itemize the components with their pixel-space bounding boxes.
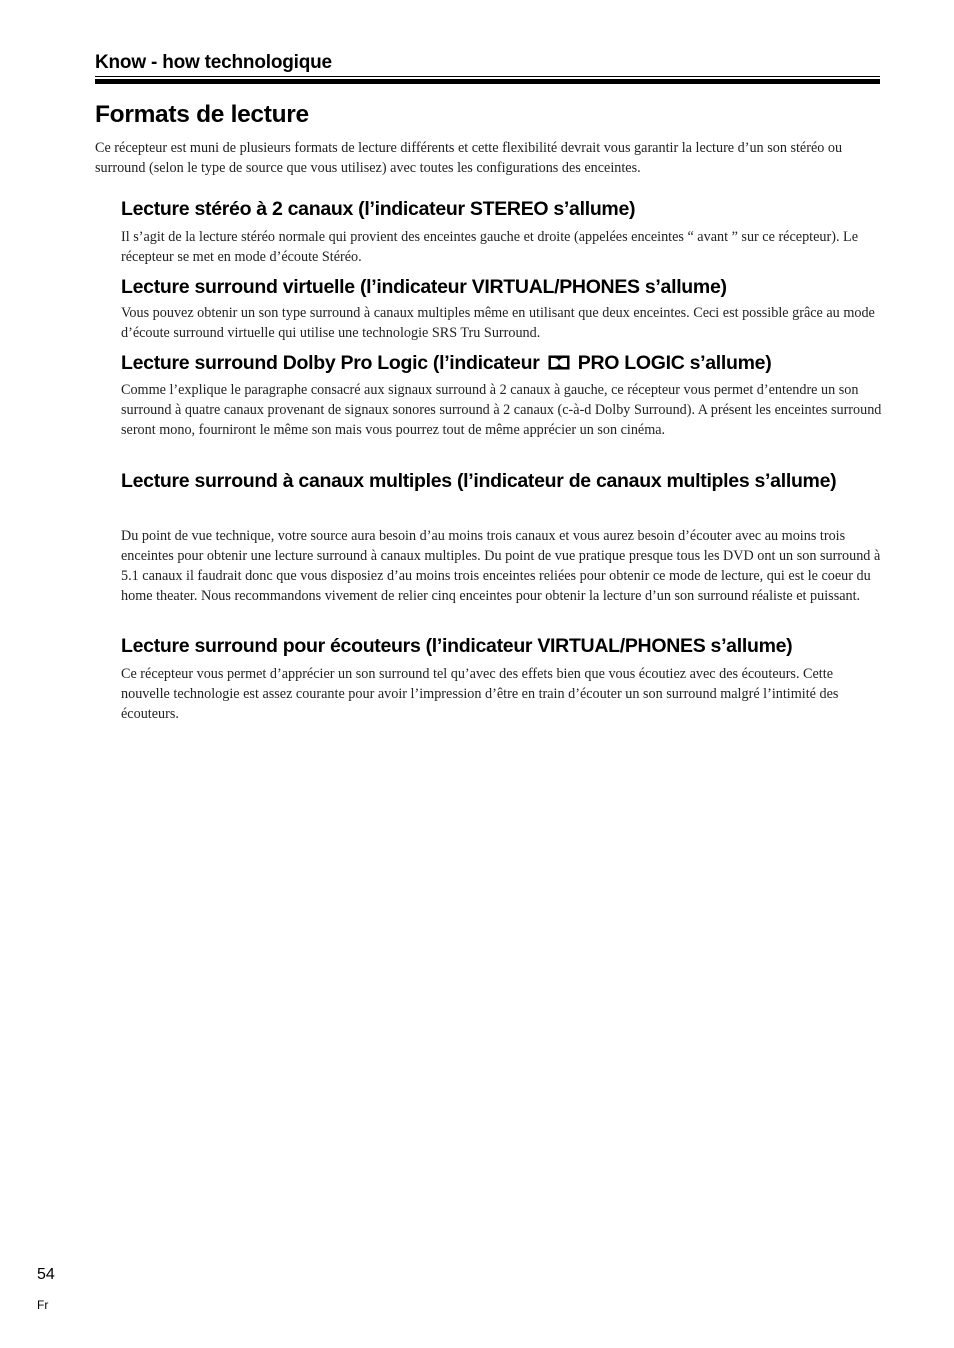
intro-paragraph: Ce récepteur est muni de plusieurs formats de lecture différents et cette flexibilité devrait vous garantir la lecture d’un son stéréo ou surround (selon le type de source que vous utilisez) avec toutes les configurations des enceintes. bbox=[95, 140, 843, 176]
running-header-title: Know - how technologique bbox=[95, 52, 332, 73]
page-title: Formats de lecture bbox=[95, 101, 309, 128]
section-body-stereo: Il s’agit de la lecture stéréo normale qui provient des enceintes gauche et droite (appelées enceintes “ avant ” sur ce récepteur). Le récepteur se met en mode d’écoute Stéréo. bbox=[121, 229, 859, 265]
section-body-multichannel: Du point de vue technique, votre source aura besoin d’au moins trois canaux et vous aurez besoin d’écouter avec au moins trois enceintes pour obtenir une lecture surround à canaux multiples. Du point de vue pratique presque tous les DVD ont un son surround à 5.1 canaux il faudrait donc que vous disposiez d’au moins trois enceintes reliées pour obtenir ce mode de lecture, qui est le coeur du home theater. Nous recommandons vivement de relier cinq enceintes pour obtenir la lecture d’un son surround réaliste et puissant. bbox=[121, 528, 881, 604]
heading-text-before-icon: Lecture surround Dolby Pro Logic (l’indicateur bbox=[121, 352, 540, 374]
section-heading-headphones: Lecture surround pour écouteurs (l’indicateur VIRTUAL/PHONES s’allume) bbox=[121, 635, 793, 657]
page-number: 54 bbox=[37, 1266, 55, 1283]
section-heading-stereo: Lecture stéréo à 2 canaux (l’indicateur STEREO s’allume) bbox=[121, 198, 636, 220]
section-heading-dolby-pro-logic bbox=[121, 350, 881, 377]
section-body-headphones: Ce récepteur vous permet d’apprécier un son surround tel qu’avec des effets bien que vous écoutiez avec des écouteurs. Cette nouvelle technologie est assez courante pour avoir l’impression d’être en train d’écouter un son surround malgré l’intimité des écouteurs. bbox=[121, 666, 839, 722]
section-body-dolby-pro-logic: Comme l’explique le paragraphe consacré aux signaux surround à 2 canaux à gauche, ce récepteur vous permet d’entendre un son surround à quatre canaux provenant de signaux sonores surround à 2 canaux (c-à-d Dolby Surround). A présent les enceintes surround seront mono, fourniront le même son mais vous pourrez tout de même apprécier un son cinéma. bbox=[121, 382, 882, 438]
dolby-double-d-icon bbox=[548, 351, 570, 377]
section-heading-multichannel: Lecture surround à canaux multiples (l’indicateur de canaux multiples s’allume) bbox=[121, 470, 837, 492]
section-heading-virtual: Lecture surround virtuelle (l’indicateur VIRTUAL/PHONES s’allume) bbox=[121, 276, 727, 298]
heading-text-after-icon: PRO LOGIC s’allume) bbox=[577, 352, 772, 374]
language-code: Fr bbox=[37, 1298, 49, 1312]
header-rule-thick bbox=[95, 79, 880, 84]
header-rule-thin bbox=[95, 76, 880, 77]
section-body-virtual: Vous pouvez obtenir un son type surround à canaux multiples même en utilisant que deux enceintes. Ceci est possible grâce au mode d’écoute surround virtuelle qui utilise une technologie SRS Tru Surround. bbox=[121, 305, 875, 341]
